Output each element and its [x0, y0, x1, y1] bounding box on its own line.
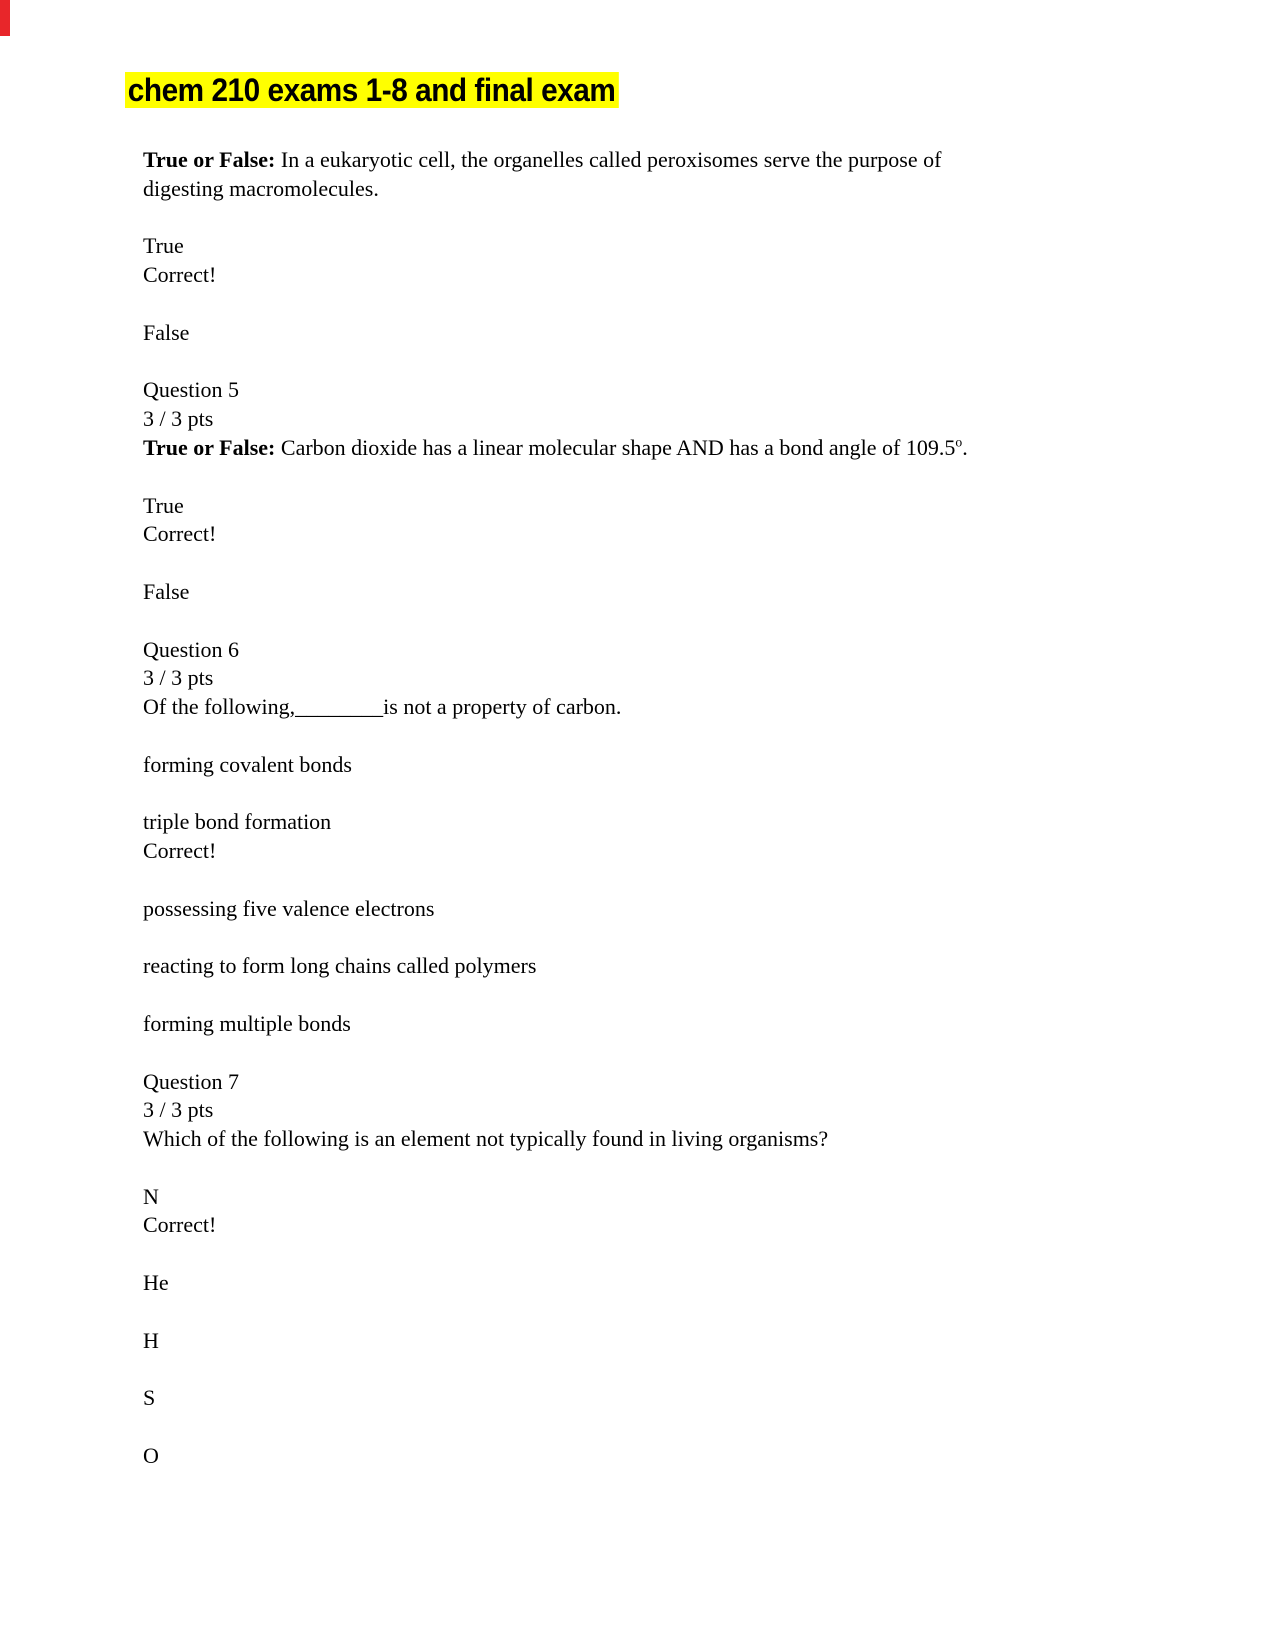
answer-option: True	[143, 233, 184, 259]
spacer	[143, 722, 1193, 751]
question-points: 3 / 3 pts	[143, 665, 214, 691]
question-text	[143, 1125, 1193, 1154]
spacer	[143, 780, 1193, 809]
spacer	[143, 1240, 1193, 1269]
question-lead-bold: True or False:	[143, 147, 276, 172]
question-number: Question 6	[143, 636, 239, 662]
spacer	[143, 866, 1193, 895]
document-content	[143, 146, 1193, 1471]
question-text-line: Which of the following is an element not typically found in living organisms?	[143, 1126, 829, 1152]
spacer	[143, 1298, 1193, 1327]
spacer	[143, 1039, 1193, 1068]
answer-option: S	[143, 1385, 156, 1411]
spacer	[143, 290, 1193, 319]
question-text	[143, 146, 1193, 175]
question-points: 3 / 3 pts	[143, 1097, 214, 1123]
answer-option: He	[143, 1270, 169, 1296]
question-text-line: Of the following,________is not a property of carbon.	[143, 694, 622, 720]
question-text	[143, 434, 1193, 463]
question-number: Question 5	[143, 377, 239, 403]
spacer	[143, 981, 1193, 1010]
spacer	[143, 607, 1193, 636]
question-text-line: In a eukaryotic cell, the organelles called peroxisomes serve the purpose of	[275, 147, 942, 172]
question-text	[143, 175, 1193, 204]
spacer	[143, 348, 1193, 377]
answer-option: O	[143, 1442, 159, 1468]
correct-marker: Correct!	[143, 1212, 217, 1238]
answer-option: False	[143, 319, 190, 345]
question-text-line: digesting macromolecules.	[143, 175, 379, 201]
answer-option: triple bond formation	[143, 809, 332, 835]
correct-marker: Correct!	[143, 838, 217, 864]
answer-option: False	[143, 578, 190, 604]
spacer	[143, 924, 1193, 953]
answer-option: forming covalent bonds	[143, 751, 352, 777]
question-text-line: Carbon dioxide has a linear molecular shape AND has a bond angle of 109.5	[275, 434, 956, 460]
page-corner-mark	[0, 0, 10, 36]
question-lead-bold: True or False:	[143, 434, 276, 460]
answer-option: forming multiple bonds	[143, 1010, 351, 1036]
question-points: 3 / 3 pts	[143, 406, 214, 432]
correct-marker: Correct!	[143, 521, 217, 547]
answer-option: H	[143, 1327, 159, 1353]
answer-option: N	[143, 1183, 159, 1209]
answer-option: True	[143, 492, 184, 518]
document-title: chem 210 exams 1-8 and final exam	[125, 72, 619, 108]
degree-superscript: o	[955, 434, 963, 450]
question-text-end: .	[962, 434, 968, 460]
question-number: Question 7	[143, 1068, 239, 1094]
document-page	[125, 72, 1225, 1471]
spacer	[143, 204, 1193, 233]
answer-option: possessing five valence electrons	[143, 895, 435, 921]
correct-marker: Correct!	[143, 262, 217, 288]
spacer	[143, 1154, 1193, 1183]
answer-option: reacting to form long chains called polymers	[143, 953, 537, 979]
question-text	[143, 693, 1193, 722]
spacer	[143, 463, 1193, 492]
spacer	[143, 1355, 1193, 1384]
spacer	[143, 549, 1193, 578]
spacer	[143, 1413, 1193, 1442]
